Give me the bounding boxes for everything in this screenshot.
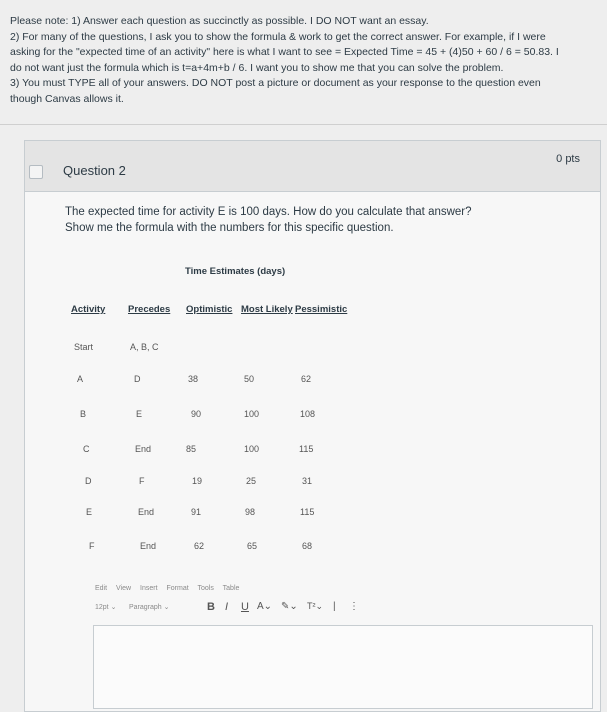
table-cell: D	[134, 374, 141, 384]
table-cell: 31	[302, 476, 313, 486]
table-cell: 85	[186, 444, 197, 454]
flag-question-icon[interactable]	[29, 165, 43, 179]
table-cell: 62	[194, 541, 205, 551]
table-cell: 98	[245, 507, 256, 517]
instruction-line: 3) You must TYPE all of your answers. DO NOT post a picture or document as your response to the question even	[10, 77, 541, 89]
table-cell: E	[136, 409, 143, 419]
toolbar-divider: |	[333, 601, 336, 612]
table-cell: 50	[244, 374, 255, 384]
table-cell: End	[140, 541, 157, 551]
column-header-activity: Activity	[71, 304, 106, 315]
menu-tools[interactable]: Tools	[197, 585, 214, 592]
menu-view[interactable]: View	[116, 585, 132, 592]
table-cell: 62	[301, 374, 312, 384]
table-cell: 19	[192, 476, 203, 486]
answer-editor[interactable]	[93, 625, 593, 709]
table-cell: 38	[188, 374, 199, 384]
font-size-select[interactable]: 12pt ⌄	[95, 604, 117, 611]
table-cell: D	[85, 476, 92, 486]
highlight-icon[interactable]: ✎⌄	[281, 601, 298, 612]
more-options-icon[interactable]: ⋮	[349, 601, 359, 612]
editor-menubar	[95, 585, 246, 592]
table-cell: 100	[244, 409, 260, 419]
instruction-line: 2) For many of the questions, I ask you to show the formula & work to get the correct answer. For example, if I were	[10, 30, 546, 43]
superscript-icon[interactable]: T²⌄	[307, 601, 324, 611]
question-points: 0 pts	[556, 153, 580, 165]
question-text	[65, 204, 585, 236]
table-cell: Start	[74, 342, 94, 352]
table-cell: A	[77, 374, 84, 384]
table-cell: 90	[191, 409, 202, 419]
table-cell: C	[83, 444, 90, 454]
table-cell: 115	[299, 444, 314, 454]
italic-icon[interactable]: I	[225, 601, 229, 613]
table-cell: 108	[300, 409, 316, 419]
menu-table[interactable]: Table	[222, 585, 240, 592]
divider	[0, 124, 607, 125]
table-cell: End	[138, 507, 155, 517]
question-text-line: The expected time for activity E is 100 days. How do you calculate that answer?	[65, 206, 472, 218]
underline-icon[interactable]: U	[241, 601, 249, 613]
question-card	[24, 140, 601, 712]
table-cell: F	[89, 541, 95, 551]
column-header-pessimistic: Pessimistic	[295, 304, 348, 315]
table-caption: Time Estimates (days)	[185, 266, 286, 277]
text-color-icon[interactable]: A⌄	[257, 601, 273, 612]
block-format-select[interactable]: Paragraph ⌄	[129, 604, 170, 611]
column-header-optimistic: Optimistic	[186, 304, 233, 315]
table-cell: E	[86, 507, 93, 517]
question-text-line: Show me the formula with the numbers for this specific question.	[65, 222, 394, 234]
column-header-most-likely: Most Likely	[241, 304, 293, 315]
editor-toolbar	[95, 603, 435, 617]
menu-insert[interactable]: Insert	[140, 585, 158, 592]
table-cell: End	[135, 444, 152, 454]
bold-icon[interactable]: B	[207, 601, 215, 613]
table-cell: A, B, C	[130, 342, 159, 352]
instructions-note	[10, 14, 600, 107]
column-header-precedes: Precedes	[128, 304, 171, 315]
table-cell: 115	[300, 507, 315, 517]
table-cell: 100	[244, 444, 260, 454]
table-cell: 68	[302, 541, 313, 551]
question-title: Question 2	[63, 163, 126, 178]
menu-format[interactable]: Format	[166, 585, 189, 592]
menu-edit[interactable]: Edit	[95, 585, 108, 592]
instruction-line: Please note: 1) Answer each question as succinctly as possible. I DO NOT want an essay.	[10, 15, 429, 27]
instruction-line: do not want just the formula which is t=a+4m+b / 6. I want you to show me that you can solve the problem.	[10, 61, 504, 74]
table-cell: 91	[191, 507, 202, 517]
question-header	[25, 141, 600, 192]
table-cell: 25	[246, 476, 257, 486]
table-cell: B	[80, 409, 87, 419]
instruction-line: though Canvas allows it.	[10, 92, 124, 105]
table-cell: 65	[247, 541, 258, 551]
instruction-line: asking for the "expected time of an activity" here is what I want to see = Expected Time = 45 + (4)50 + 60 / 6 = 50.83. I	[10, 46, 559, 58]
table-cell: F	[139, 476, 145, 486]
